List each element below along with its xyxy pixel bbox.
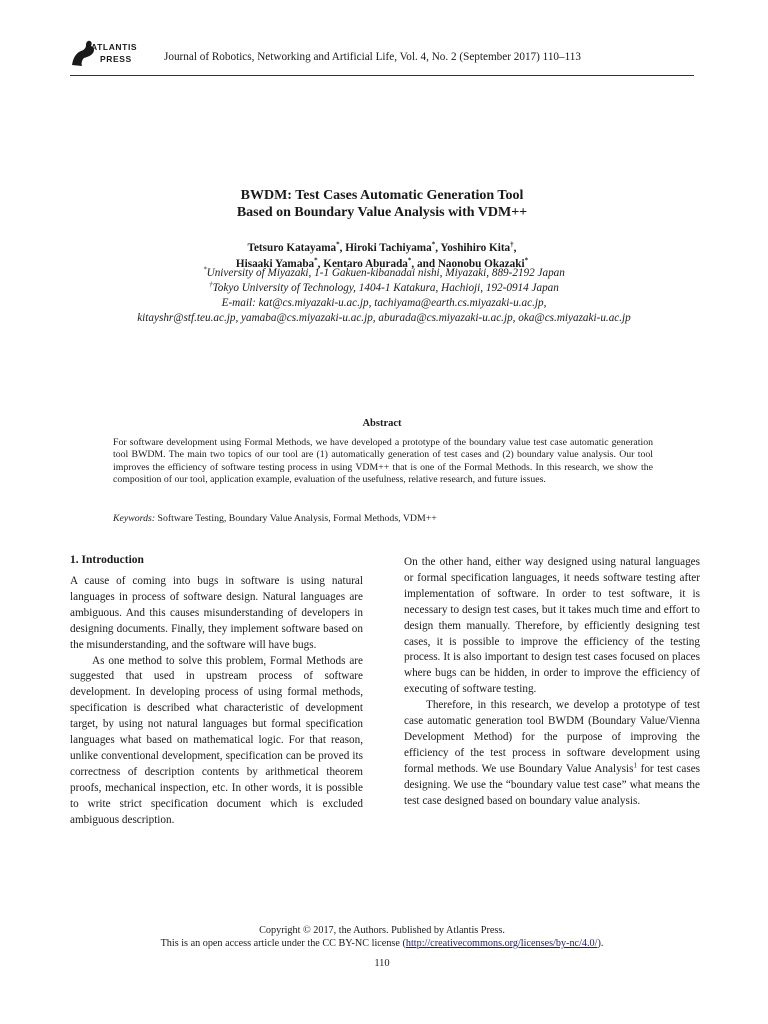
paper-title [70, 187, 694, 221]
paragraph-text: for test cases designing. We use the “boundary value test case” what means the test case designed based on boundary value analysis. [404, 762, 701, 807]
author-separator: , [339, 242, 346, 254]
abstract-text: For software development using Formal Methods, we have developed a prototype of the boundary value test case automatic generation tool BWDM. The main two topics of our tool are (1) automatically generation of test cases and (2) boundary value analysis. Our tool improves the efficiency of software testing process in using VDM++ that is one of the Formal Methods. In this research, we show the composition of our tool, application example, evaluation of the usefulness, relative research, and future issues. [113, 437, 653, 486]
paragraph: As one method to solve this problem, Formal Methods are suggested that used in upstream process of software development. In developing process of using formal methods, specification is described what characteristic of development target, by using not natural languages but formal specification languages what based on mathematical logic. For that reason, unlike conventional development, specification can be proved its correctness of description contents by arithmetical theorem proofs, mechanical inspection, etc. In other words, it is possible to write strict specification document which is excluded ambiguous description. [70, 654, 363, 826]
license-link[interactable]: http://creativecommons.org/licenses/by-nc/4.0/ [405, 938, 598, 949]
author-name: Yoshihiro Kita [440, 242, 511, 254]
left-column [70, 574, 363, 829]
title-line-1: BWDM: Test Cases Automatic Generation Tool [240, 188, 524, 203]
email-line-1: E-mail: kat@cs.miyazaki-u.ac.jp, tachiyama@earth.cs.miyazaki-u.ac.jp, [221, 297, 547, 309]
affiliation-text: Tokyo University of Technology, 1404-1 Katakura, Hachioji, 192-0914 Japan [212, 282, 559, 294]
author-separator: , [513, 242, 517, 254]
license-prefix: This is an open access article under the CC BY-NC license ( [160, 938, 406, 949]
logo-line-press: PRESS [100, 54, 132, 64]
author-mark: * [524, 256, 529, 265]
author-name: Kentaro Aburada [323, 258, 408, 270]
copyright-footer [70, 924, 694, 950]
author-separator: , [317, 258, 324, 270]
title-line-2: Based on Boundary Value Analysis with VDM++ [236, 205, 528, 220]
footnote-ref: 1 [633, 761, 637, 770]
keywords [113, 513, 653, 525]
author-mark: * [314, 256, 318, 265]
journal-citation: Journal of Robotics, Networking and Artificial Life, Vol. 4, No. 2 (September 2017) 110–113 [164, 51, 581, 63]
affiliation-mark: † [209, 280, 213, 289]
author-mark: † [510, 240, 514, 249]
copyright-line: Copyright © 2017, the Authors. Published by Atlantis Press. [259, 925, 505, 936]
paragraph [404, 698, 700, 809]
abstract-heading: Abstract [362, 418, 402, 429]
license-suffix: ). [597, 938, 604, 949]
affiliation-2 [40, 281, 728, 296]
author-name: Tetsuro Katayama [247, 242, 337, 254]
header-rule [70, 75, 694, 76]
logo-line-atlantis: ATLANTIS [91, 42, 138, 52]
affiliation-text: University of Miyazaki, 1-1 Gakuen-kibanadai nishi, Miyazaki, 889-2192 Japan [206, 267, 565, 279]
right-column [404, 555, 700, 810]
affiliation-1 [40, 266, 728, 281]
author-mark: * [407, 256, 412, 265]
section-heading-introduction: 1. Introduction [70, 554, 144, 566]
page-number: 110 [374, 958, 390, 969]
author-separator: , and [411, 258, 438, 270]
author-name: Hisaaki Yamaba [235, 258, 315, 270]
author-name: Hiroki Tachiyama [345, 242, 432, 254]
author-name: Naonobu Okazaki [437, 258, 525, 270]
affiliation-mark: * [203, 265, 207, 274]
author-mark: * [431, 240, 436, 249]
paragraph: On the other hand, either way designed using natural languages or formal specification languages, it needs software testing after implementation of software. In order to test software, it is necessary to design test cases, but it takes much time and effort to design them manually. Therefore, by efficiently designing test cases, it is possible to improve the efficiency of the testing process. It is also important to design test cases focused on places where bugs can be hidden, in order to improve the efficiency of executing of software testing. [404, 556, 700, 696]
paragraph: A cause of coming into bugs in software is using natural languages in process of software design. Natural languages are ambiguous. And this causes misunderstanding of developers in designing documents. Finally, they implement software based on the misunderstanding, and the software will have bugs. [70, 575, 363, 651]
keywords-text: Software Testing, Boundary Value Analysis, Formal Methods, VDM++ [155, 513, 437, 524]
paragraph-text: Therefore, in this research, we develop a prototype of test case automatic generation tool BWDM (Boundary Value/Vienna Development Method) for the purpose of improving the efficiency of the test process in software development using formal methods. We use Boundary Value Analysis [404, 699, 700, 775]
publisher-logo-text [91, 41, 137, 65]
author-mark: * [336, 240, 340, 249]
affiliations [40, 266, 728, 326]
author-separator: , [435, 242, 441, 254]
email-line-2: kitayshr@stf.teu.ac.jp, yamaba@cs.miyazaki-u.ac.jp, aburada@cs.miyazaki-u.ac.jp, oka@cs.miyazaki-u.ac.jp [137, 312, 631, 324]
license-line [70, 937, 694, 950]
keywords-label: Keywords: [113, 513, 156, 524]
author-line-1 [70, 240, 694, 256]
